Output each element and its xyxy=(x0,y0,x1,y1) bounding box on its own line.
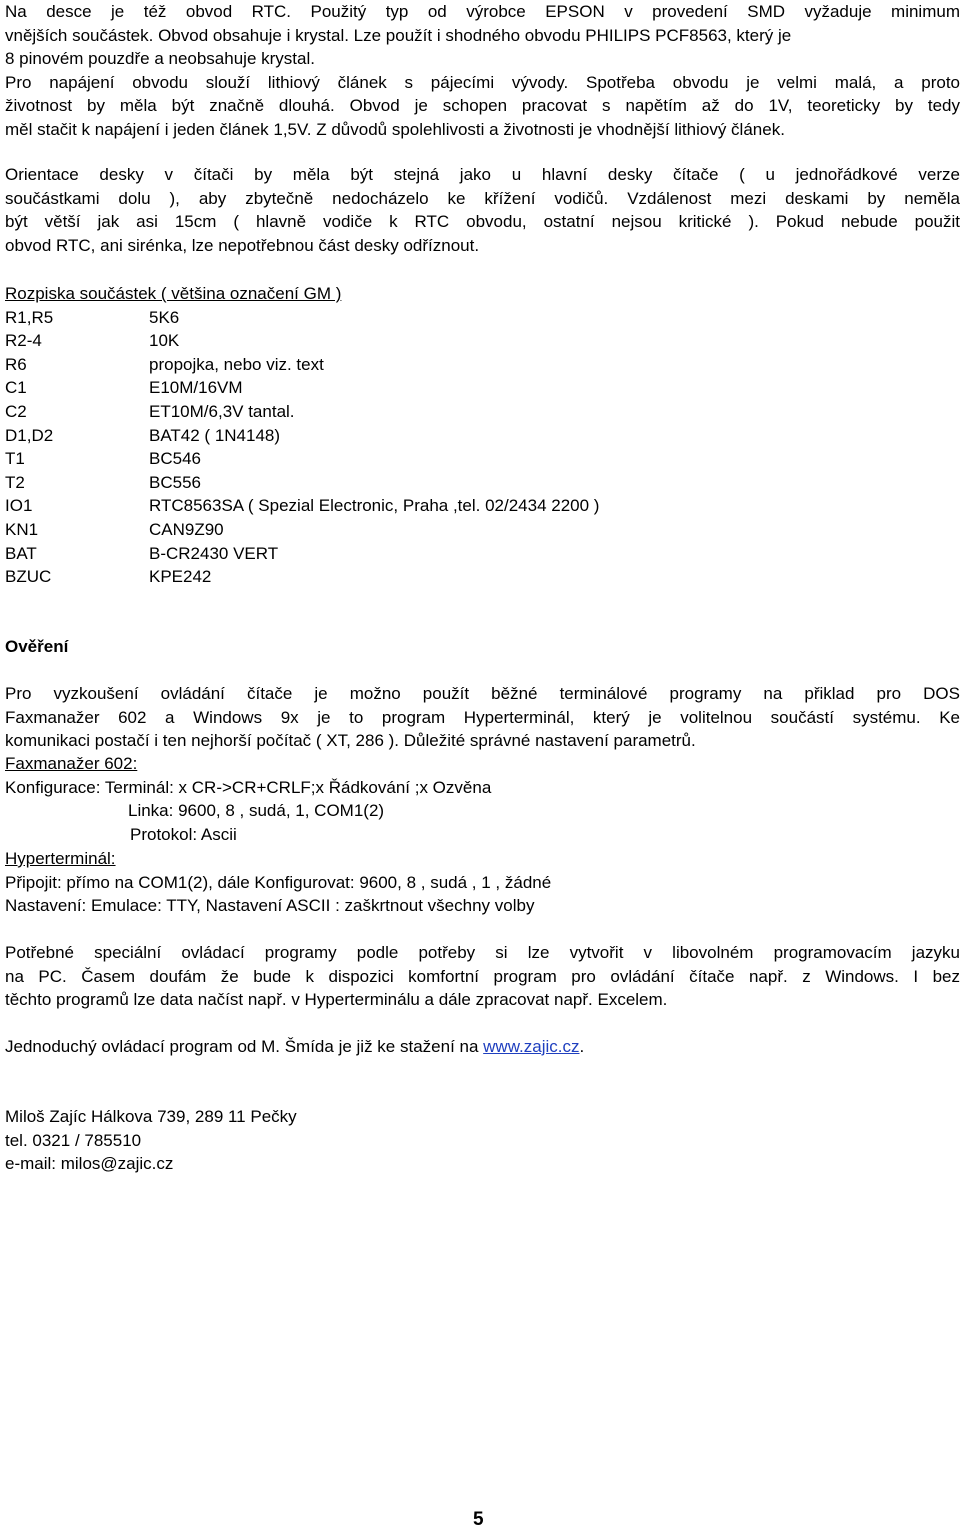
parts-row xyxy=(5,424,960,448)
part-ref: C1 xyxy=(5,378,27,398)
part-ref: R1,R5 xyxy=(5,307,54,327)
part-value: BC556 xyxy=(149,472,201,492)
text-line: Potřebné speciální ovládací programy podle potřeby si lze vytvořit v libovolném programovacím jazyku xyxy=(5,943,960,962)
part-value: B-CR2430 VERT xyxy=(149,543,279,563)
text-line: 8 pinovém pouzdře a neobsahuje krystal. xyxy=(5,49,315,69)
parts-list xyxy=(5,282,960,589)
parts-row xyxy=(5,518,960,542)
parts-row xyxy=(5,353,960,377)
hyperterminal-config xyxy=(5,847,960,918)
download-text: Jednoduchý ovládací program od M. Šmída je již ke stažení na xyxy=(5,1037,484,1056)
section-heading-overeni: Ověření xyxy=(5,637,69,656)
text-line: komunikaci postačí i ten nejhorší počítač ( XT, 286 ). Důležité správné nastavení parametrů. xyxy=(5,731,696,751)
parts-row xyxy=(5,542,960,566)
text-line: součástkami dolu ), aby zbytečně nedocházelo ke křížení vodičů. Vzdálenost mezi deskami by neměla xyxy=(5,188,960,208)
part-ref: KN1 xyxy=(5,519,39,539)
faxmanazer-config xyxy=(5,752,960,846)
part-ref: T1 xyxy=(5,449,25,469)
config-line: Linka: 9600, 8 , sudá, 1, COM1(2) xyxy=(128,801,385,821)
part-value: BAT42 ( 1N4148) xyxy=(149,425,281,445)
parts-row xyxy=(5,471,960,495)
config-line: Nastavení: Emulace: TTY, Nastavení ASCII : zaškrtnout všechny volby xyxy=(5,896,535,916)
overeni-paragraph xyxy=(5,682,960,753)
config-line: Připojit: přímo na COM1(2), dále Konfigurovat: 9600, 8 , sudá , 1 , žádné xyxy=(5,872,552,892)
part-value: RTC8563SA ( Spezial Electronic, Praha ,tel. 02/2434 2200 ) xyxy=(149,496,600,516)
part-ref: R2-4 xyxy=(5,331,42,351)
parts-row xyxy=(5,376,960,400)
parts-heading: Rozpiska součástek ( většina označení GM ) xyxy=(5,284,342,303)
parts-row xyxy=(5,494,960,518)
config-line: Protokol: Ascii xyxy=(130,824,237,844)
contact-phone: tel. 0321 / 785510 xyxy=(5,1130,142,1150)
parts-row xyxy=(5,447,960,471)
part-value: propojka, nebo viz. text xyxy=(149,354,324,374)
contact-email: e-mail: milos@zajic.cz xyxy=(5,1154,174,1174)
zajic-link[interactable]: www.zajic.cz xyxy=(483,1037,580,1056)
part-value: CAN9Z90 xyxy=(149,519,224,539)
part-ref: D1,D2 xyxy=(5,425,54,445)
parts-row xyxy=(5,400,960,424)
parts-row xyxy=(5,329,960,353)
part-value: ET10M/6,3V tantal. xyxy=(149,401,295,421)
part-value: BC546 xyxy=(149,449,201,469)
part-value: 10K xyxy=(149,331,180,351)
config-line: Konfigurace: Terminál: x CR->CR+CRLF;x Řádkování ;x Ozvěna xyxy=(5,777,492,797)
text-line: obvod RTC, ani sirénka, lze nepotřebnou část desky odříznout. xyxy=(5,235,480,255)
part-ref: BAT xyxy=(5,543,37,563)
text-line: vnějších součástek. Obvod obsahuje i krystal. Lze použít i shodného obvodu PHILIPS PCF8563, který je xyxy=(5,25,792,45)
parts-row xyxy=(5,306,960,330)
text-line: Pro napájení obvodu slouží lithiový článek s pájecími vývody. Spotřeba obvodu je velmi malá, a proto xyxy=(5,72,960,92)
parts-row xyxy=(5,565,960,589)
hyperterminal-heading: Hyperterminál: xyxy=(5,849,116,868)
text-line: Pro vyzkoušení ovládání čítače je možno použít běžné terminálové programy na přiklad pro DOS xyxy=(5,684,960,703)
text-line: být větší jak asi 15cm ( hlavně vodiče k RTC obvodu, ostatní nejsou kritické ). Pokud nebude použit xyxy=(5,212,960,232)
part-value: KPE242 xyxy=(149,567,212,587)
orientation-paragraph xyxy=(5,163,960,257)
special-programs-paragraph xyxy=(5,941,960,1012)
part-value: E10M/16VM xyxy=(149,378,243,398)
text-line: Faxmanažer 602 a Windows 9x je to program Hyperterminál, který je volitelnou součástí systému. Ke xyxy=(5,707,960,727)
part-ref: C2 xyxy=(5,401,27,421)
download-after: . xyxy=(579,1037,585,1056)
text-line: Orientace desky v čítači by měla být stejná jako u hlavní desky čítače ( u jednořádkové verze xyxy=(5,165,960,184)
download-line xyxy=(5,1035,960,1059)
text-line: měl stačit k napájení i jeden článek 1,5V. Z důvodů spolehlivosti a životnosti je vhodnější lithiový článek. xyxy=(5,119,785,139)
part-ref: BZUC xyxy=(5,567,52,587)
text-line: Na desce je též obvod RTC. Použitý typ od výrobce EPSON v provedení SMD vyžaduje minimum xyxy=(5,2,960,21)
contact-address: Miloš Zajíc Hálkova 739, 289 11 Pečky xyxy=(5,1107,297,1126)
text-line: životnost by měla být značně dlouhá. Obvod je schopen pracovat s napětím až do 1V, teoreticky by tedy xyxy=(5,96,960,116)
part-ref: R6 xyxy=(5,354,27,374)
page-number: 5 xyxy=(473,1509,484,1530)
part-ref: IO1 xyxy=(5,496,33,516)
faxmanazer-heading: Faxmanažer 602: xyxy=(5,754,138,773)
part-value: 5K6 xyxy=(149,307,180,327)
part-ref: T2 xyxy=(5,472,25,492)
contact-block xyxy=(5,1105,960,1176)
text-line: těchto programů lze data načíst např. v Hyperterminálu a dále zpracovat např. Excelem. xyxy=(5,990,668,1010)
rtc-paragraph xyxy=(5,0,960,142)
text-line: na PC. Časem doufám že bude k dispozici komfortní program pro ovládání čítače např. z Windows. I bez xyxy=(5,966,960,986)
